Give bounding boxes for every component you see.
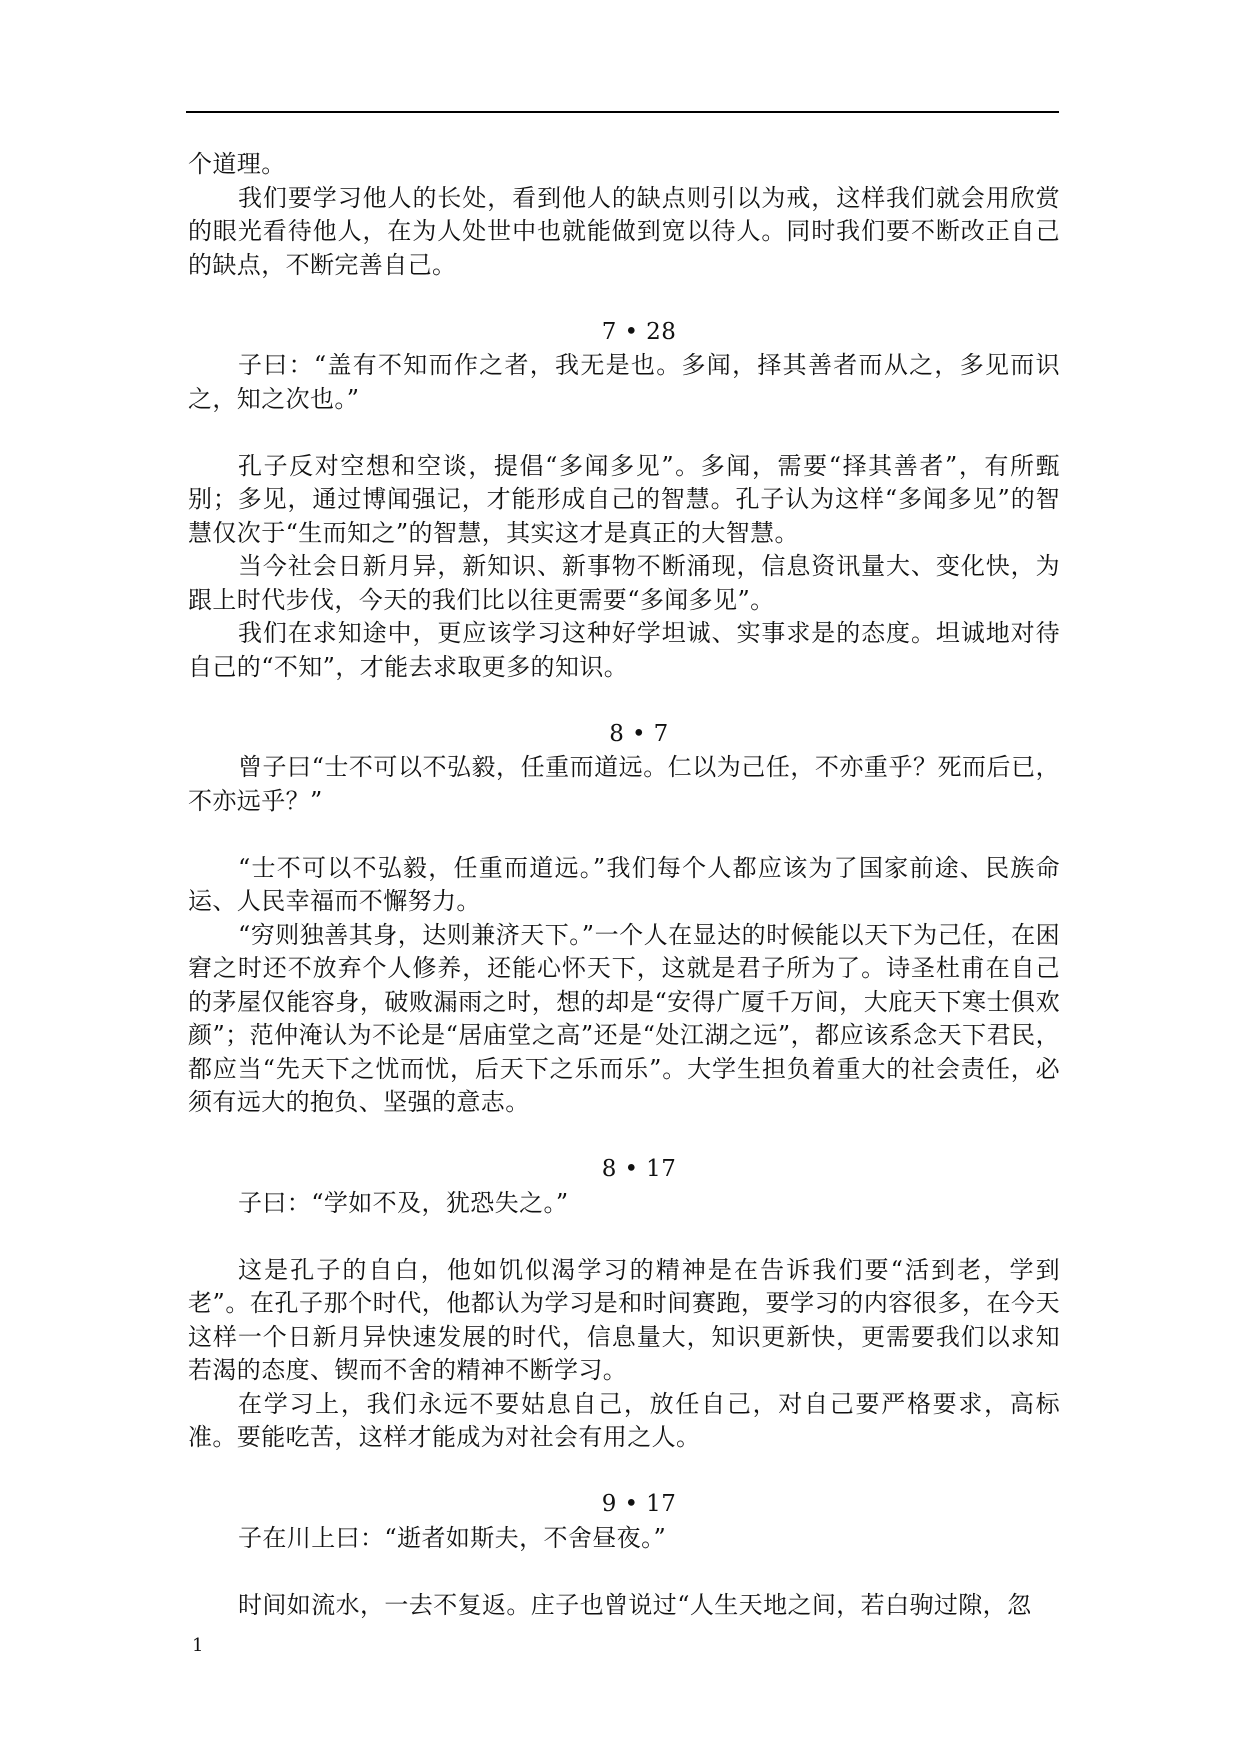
paragraph: 当今社会日新月异，新知识、新事物不断涌现，信息资讯量大、变化快，为跟上时代步伐，今天的我们比以往更需要“多闻多见”。 xyxy=(188,552,1060,614)
paragraph: 我们在求知途中，更应该学习这种好学坦诚、实事求是的态度。坦诚地对待自己的“不知”，才能去求取更多的知识。 xyxy=(188,619,1060,681)
paragraph: “士不可以不弘毅，任重而道远。”我们每个人都应该为了国家前途、民族命运、人民幸福而不懈努力。 xyxy=(188,853,1060,915)
section-number: 8 • 7 xyxy=(609,720,669,747)
paragraph-gap xyxy=(188,684,1060,718)
section-number: 9 • 17 xyxy=(601,1491,677,1517)
paragraph-gap xyxy=(188,818,1060,852)
paragraph: 个道理。 xyxy=(188,150,286,178)
paragraph-gap xyxy=(188,1220,1060,1254)
paragraph: 时间如流水，一去不复返。庄子也曾说过“人生天地之间，若白驹过隙，忽 xyxy=(238,1590,1032,1619)
section-number: 7 • 28 xyxy=(601,318,677,345)
paragraph-gap xyxy=(188,282,1060,316)
paragraph: 我们要学习他人的长处，看到他人的缺点则引以为戒，这样我们就会用欣赏的眼光看待他人，在为人处世中也就能做到宽以待人。同时我们要不断改正自己的缺点，不断完善自己。 xyxy=(188,183,1060,279)
paragraph: 在学习上，我们永远不要姑息自己，放任自己，对自己要严格要求，高标准。要能吃苦，这样才能成为对社会有用之人。 xyxy=(188,1389,1060,1451)
paragraph: 曾子曰“士不可以不弘毅，任重而道远。仁以为己任，不亦重乎？死而后已，不亦远乎？” xyxy=(188,753,1060,815)
paragraph: 子曰：“学如不及，犹恐失之。” xyxy=(238,1188,569,1217)
paragraph-gap xyxy=(188,416,1060,450)
paragraph-gap xyxy=(188,1455,1060,1489)
header-rule xyxy=(186,111,1059,113)
paragraph: 子曰：“盖有不知而作之者，我无是也。多闻，择其善者而从之，多见而识之，知之次也。” xyxy=(188,351,1060,413)
paragraph: 这是孔子的自白，他如饥似渴学习的精神是在告诉我们要“活到老，学到老”。在孔子那个时代，他都认为学习是和时间赛跑，要学习的内容很多，在今天这样一个日新月异快速发展的时代，信息量大，知识更新快，更需要我们以求知若渴的态度、锲而不舍的精神不断学习。 xyxy=(188,1255,1060,1384)
section-number: 8 • 17 xyxy=(601,1156,677,1182)
document-body xyxy=(188,148,1060,1622)
paragraph: 子在川上曰：“逝者如斯夫，不舍昼夜。” xyxy=(238,1523,667,1552)
paragraph: 孔子反对空想和空谈，提倡“多闻多见”。多闻，需要“择其善者”，有所甄别；多见，通过博闻强记，才能形成自己的智慧。孔子认为这样“多闻多见”的智慧仅次于“生而知之”的智慧，其实这才是真正的大智慧。 xyxy=(188,451,1060,547)
page-number: 1 xyxy=(192,1635,204,1656)
paragraph: “穷则独善其身，达则兼济天下。”一个人在显达的时候能以天下为己任，在困窘之时还不放弃个人修养，还能心怀天下，这就是君子所为了。诗圣杜甫在自己的茅屋仅能容身，破败漏雨之时，想的却是“安得广厦千万间，大庇天下寒士俱欢颜”；范仲淹认为不论是“居庙堂之高”还是“处江湖之远”，都应该系念天下君民，都应当“先天下之忧而忧，后天下之乐而乐”。大学生担负着重大的社会责任，必须有远大的抱负、坚强的意志。 xyxy=(188,920,1060,1116)
paragraph-gap xyxy=(188,1555,1060,1589)
paragraph-gap xyxy=(188,1120,1060,1154)
